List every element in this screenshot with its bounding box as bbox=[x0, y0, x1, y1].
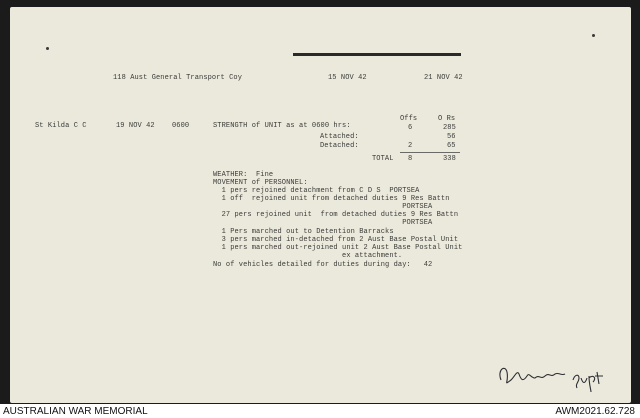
movement-line: 1 pers rejoined detachment from C D S PORTSEA bbox=[213, 187, 420, 195]
total-label: TOTAL bbox=[372, 155, 394, 163]
entry-place: St Kilda C C bbox=[35, 122, 87, 130]
movement-line: PORTSEA bbox=[213, 203, 433, 211]
entry-time: 0600 bbox=[172, 122, 190, 130]
document-page bbox=[10, 7, 631, 403]
handwritten-signature bbox=[495, 362, 605, 394]
header-rule bbox=[293, 53, 461, 56]
movement-line: 1 off rejoined unit from detached duties 9 Res Battn bbox=[213, 195, 450, 203]
entry-date: 19 NOV 42 bbox=[116, 122, 155, 130]
strength-row-3-ors: 65 bbox=[447, 142, 456, 150]
movement-line: PORTSEA bbox=[213, 219, 433, 227]
movement-line: 3 pers marched in-detached from 2 Aust Base Postal Unit bbox=[213, 236, 459, 244]
footer-bar bbox=[0, 404, 640, 418]
weather: WEATHER: Fine bbox=[213, 171, 274, 179]
col-offrs: Offs bbox=[400, 115, 418, 123]
unit-name: 118 Aust General Transport Coy bbox=[113, 74, 243, 82]
strength-label: STRENGTH of UNIT as at 0600 hrs: bbox=[213, 122, 351, 130]
strength-row-2-label: Attached: bbox=[320, 133, 359, 141]
movement-line: 27 pers rejoined unit from detached duties 9 Res Battn bbox=[213, 211, 459, 219]
col-ors: O Rs bbox=[438, 115, 456, 123]
strength-row-1-offrs: 6 bbox=[408, 124, 413, 132]
total-offrs: 8 bbox=[408, 155, 413, 163]
movement-heading: MOVEMENT of PERSONNEL: bbox=[213, 179, 308, 187]
total-ors: 338 bbox=[443, 155, 456, 163]
strength-row-3-offrs: 2 bbox=[408, 142, 413, 150]
punch-hole bbox=[592, 34, 595, 37]
date-to: 21 NOV 42 bbox=[424, 74, 463, 82]
punch-hole bbox=[46, 47, 49, 50]
total-rule bbox=[400, 152, 460, 153]
footer-credit: AUSTRALIAN WAR MEMORIAL bbox=[3, 406, 148, 417]
strength-row-2-ors: 56 bbox=[447, 133, 456, 141]
vehicles-line: No of vehicles detailed for duties during day: 42 bbox=[213, 261, 433, 269]
date-from: 15 NOV 42 bbox=[328, 74, 367, 82]
movement-line: ex attachment. bbox=[213, 252, 403, 260]
strength-row-3-label: Detached: bbox=[320, 142, 359, 150]
movement-line: 1 pers marched out-rejoined unit 2 Aust Base Postal Unit bbox=[213, 244, 463, 252]
movement-line: 1 Pers marched out to Detention Barracks bbox=[213, 228, 394, 236]
footer-accession: AWM2021.62.728 bbox=[555, 406, 635, 417]
strength-row-1-ors: 285 bbox=[443, 124, 456, 132]
